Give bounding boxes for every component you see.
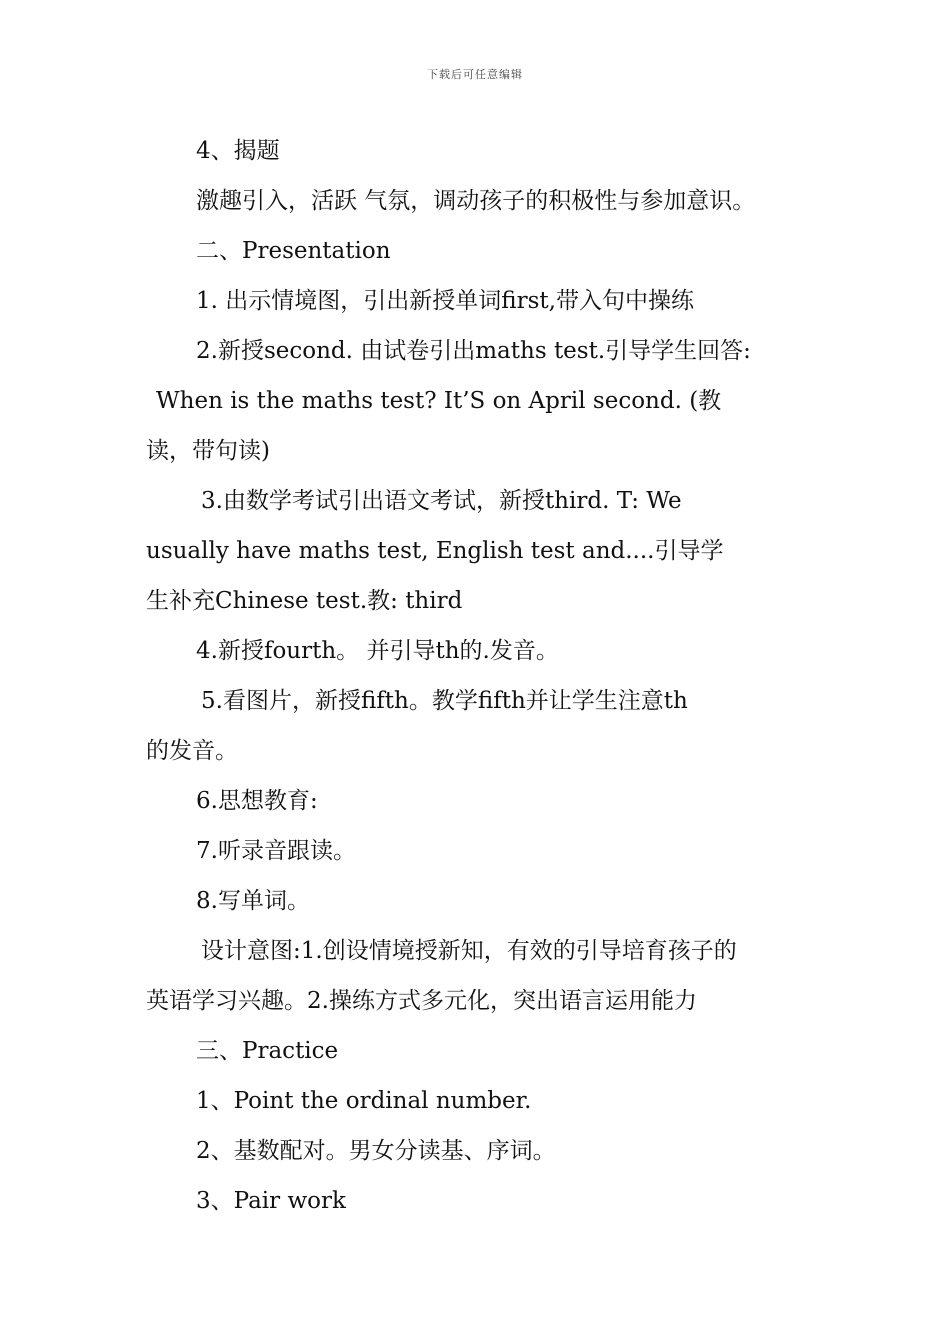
- step-2-line-3: 读，带句读): [146, 438, 270, 464]
- step-5-line-1: 5.看图片，新授fifth。教学fifth并让学生注意th: [201, 688, 688, 714]
- document-body: [146, 126, 810, 1226]
- step-6: 6.思想教育:: [196, 788, 318, 814]
- heading-reveal-topic: 4、揭题: [196, 138, 280, 164]
- step-2-line-1: 2.新授second. 由试卷引出maths test.引导学生回答:: [196, 338, 751, 364]
- design-intent-line-2: 英语学习兴趣。2.操练方式多元化，突出语言运用能力: [146, 988, 697, 1014]
- design-intent-line-1: 设计意图:1.创设情境授新知，有效的引导培育孩子的: [201, 938, 737, 964]
- step-3-line-1: 3.由数学考试引出语文考试，新授third. T: We: [201, 488, 682, 514]
- paragraph-intro-purpose: 激趣引入，活跃 气氛，调动孩子的积极性与参加意识。: [196, 188, 756, 214]
- step-1: 1. 出示情境图，引出新授单词first,带入句中操练: [196, 288, 694, 314]
- practice-item-1: 1、Point the ordinal number.: [196, 1088, 532, 1114]
- step-5-line-2: 的发音。: [146, 738, 238, 764]
- section-heading-presentation: 二、Presentation: [196, 238, 391, 264]
- step-3-line-3: 生补充Chinese test.教: third: [146, 588, 463, 614]
- step-4: 4.新授fourth。 并引导th的.发音。: [196, 638, 559, 664]
- page-header: 下载后可任意编辑: [427, 68, 523, 81]
- step-7: 7.听录音跟读。: [196, 838, 356, 864]
- practice-item-2: 2、基数配对。男女分读基、序词。: [196, 1138, 556, 1164]
- step-2-line-2: When is the maths test? It’S on April second. (教: [156, 388, 722, 414]
- step-8: 8.写单词。: [196, 888, 310, 914]
- practice-item-3: 3、Pair work: [196, 1188, 346, 1214]
- step-3-line-2: usually have maths test, English test and....引导学: [146, 538, 724, 564]
- section-heading-practice: 三、Practice: [196, 1038, 339, 1064]
